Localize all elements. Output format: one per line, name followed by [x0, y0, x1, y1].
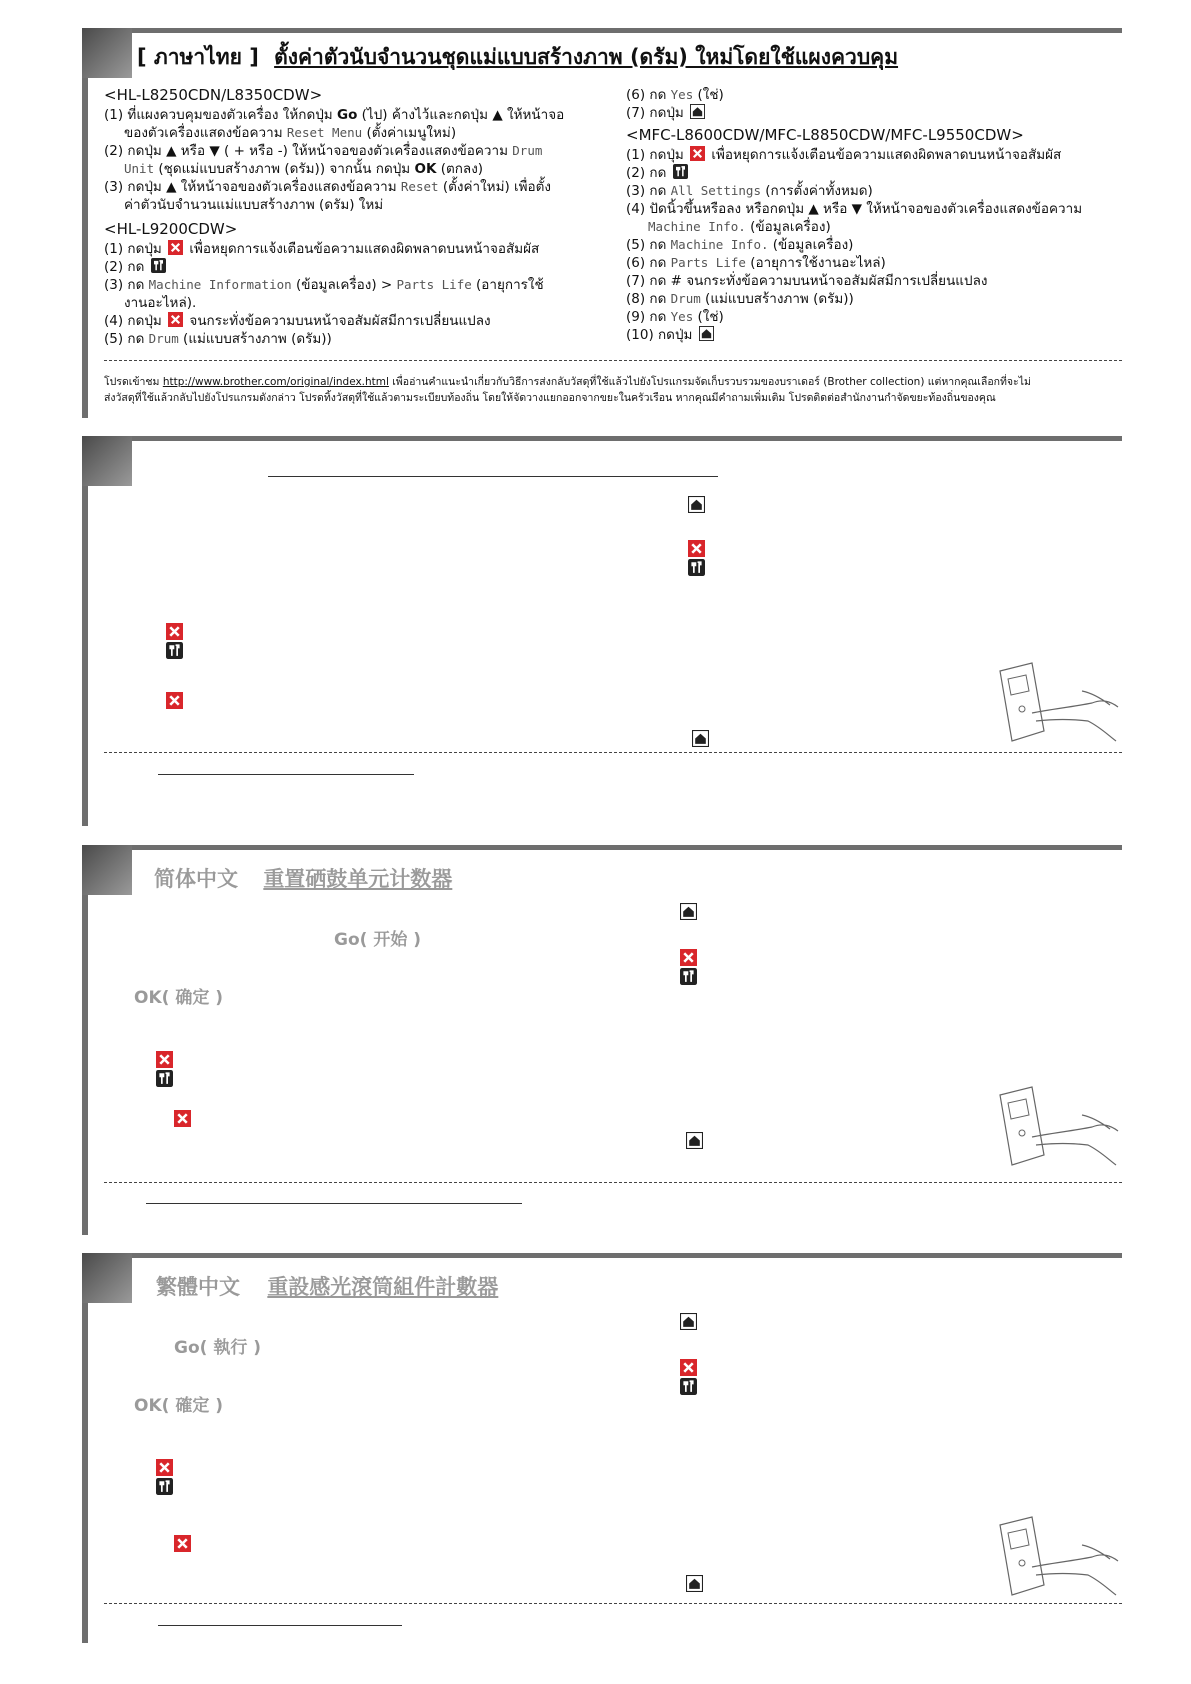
touchscreen-hand-illustration: [992, 661, 1122, 746]
x-stop-icon: [168, 312, 183, 327]
section-heading: [137, 41, 898, 74]
touchscreen-hand-illustration: [992, 1515, 1122, 1600]
model-heading: <HL-L8250CDN/L8350CDW>: [104, 86, 323, 104]
home-icon: [680, 903, 697, 920]
home-icon: [692, 730, 709, 747]
section-left-bar: [82, 845, 88, 1235]
link-underline: [158, 774, 414, 775]
step-line: (9) กด Yes (ใช่): [626, 309, 724, 325]
step-line: (7) กดปุ่ม: [626, 104, 707, 122]
x-stop-icon: [156, 1051, 173, 1068]
section-left-bar: [82, 28, 88, 418]
step-line: ของตัวเครื่องแสดงข้อความ Reset Menu (ตั้งค่าเมนูใหม่): [124, 125, 457, 141]
home-icon: [686, 1132, 703, 1149]
link-underline: [158, 1625, 402, 1626]
step-line: ค่าตัวนับจำนวนแม่แบบสร้างภาพ (ดรัม) ใหม่: [124, 197, 384, 213]
section-top-bar: [82, 28, 1122, 33]
section-thai: [82, 28, 1122, 418]
tools-icon: [156, 1070, 173, 1087]
step-line: งานอะไหล่).: [124, 295, 197, 311]
step-line: (7) กด # จนกระทั่งข้อความบนหน้าจอสัมผัสมีการเปลี่ยนแปลง: [626, 273, 988, 289]
step-line: (8) กด Drum (แม่แบบสร้างภาพ (ดรัม)): [626, 291, 854, 307]
brother-recycling-link[interactable]: http://www.brother.com/original/index.html: [162, 376, 389, 388]
section-tab: [82, 845, 132, 895]
page-title: ตั้งค่าตัวนับจำนวนชุดแม่แบบสร้างภาพ (ดรัม) ใหม่โดยใช้แผงควบคุม: [274, 45, 899, 69]
touchscreen-hand-illustration: [992, 1085, 1122, 1170]
x-stop-icon: [680, 949, 697, 966]
section-top-bar: [82, 436, 1122, 441]
step-line: (10) กดปุ่ม: [626, 326, 716, 344]
x-stop-icon: [156, 1459, 173, 1476]
step-line: (5) กด Machine Info. (ข้อมูลเครื่อง): [626, 237, 854, 253]
x-stop-icon: [166, 623, 183, 640]
section-heading: [154, 863, 452, 893]
tools-icon: [156, 1478, 173, 1495]
divider: [104, 752, 1122, 753]
step-line: (3) กดปุ่ม ▲ ให้หน้าจอของตัวเครื่องแสดงข้อความ Reset (ตั้งค่าใหม่) เพื่อตั้ง: [104, 179, 552, 195]
section-top-bar: [82, 845, 1122, 850]
divider: [104, 1182, 1122, 1183]
ok-button-label: OK( 确定 ): [134, 988, 224, 1008]
step-line: (1) ที่แผงควบคุมของตัวเครื่อง ให้กดปุ่ม Go (ไป) ค้างไว้และกดปุ่ม ▲ ให้หน้าจอ: [104, 107, 565, 123]
step-line: (3) กด Machine Information (ข้อมูลเครื่อง) > Parts Life (อายุการใช้: [104, 277, 544, 293]
x-stop-icon: [680, 1359, 697, 1376]
page-title: 重置硒鼓单元计数器: [263, 867, 453, 891]
ok-button-label: OK( 確定 ): [134, 1396, 224, 1416]
section-tab: [82, 436, 132, 486]
tools-icon: [688, 559, 705, 576]
title-underline: [268, 476, 718, 477]
step-line: (2) กดปุ่ม ▲ หรือ ▼ ( + หรือ -) ให้หน้าจอของตัวเครื่องแสดงข้อความ Drum: [104, 143, 543, 159]
model-heading: <HL-L9200CDW>: [104, 220, 238, 238]
link-underline: [146, 1203, 522, 1204]
section-simplified-chinese: [82, 845, 1122, 1235]
home-icon: [699, 326, 714, 341]
section-left-bar: [82, 436, 88, 826]
tools-icon: [166, 642, 183, 659]
step-line: Unit (ชุดแม่แบบสร้างภาพ (ดรัม)) จากนั้น กดปุ่ม OK (ตกลง): [124, 161, 484, 177]
step-line: Machine Info. (ข้อมูลเครื่อง): [648, 219, 831, 235]
section-blank: [82, 436, 1122, 826]
step-line: (4) ปัดนิ้วขึ้นหรือลง หรือกดปุ่ม ▲ หรือ ▼ ให้หน้าจอของตัวเครื่องแสดงข้อความ: [626, 201, 1083, 217]
step-line: (2) กด: [104, 258, 168, 276]
step-line: (6) กด Parts Life (อายุการใช้งานอะไหล่): [626, 255, 886, 271]
section-top-bar: [82, 1253, 1122, 1258]
x-stop-icon: [168, 240, 183, 255]
x-stop-icon: [688, 540, 705, 557]
home-icon: [690, 104, 705, 119]
divider: [104, 360, 1122, 361]
x-stop-icon: [174, 1110, 191, 1127]
tools-icon: [673, 164, 688, 179]
go-button-label: Go( 开始 ): [334, 930, 422, 950]
x-stop-icon: [174, 1535, 191, 1552]
model-heading: <MFC-L8600CDW/MFC-L8850CDW/MFC-L9550CDW>: [626, 126, 1024, 144]
tools-icon: [151, 258, 166, 273]
x-stop-icon: [690, 146, 705, 161]
go-button-label: Go( 執行 ): [174, 1338, 262, 1358]
section-heading: [156, 1271, 498, 1301]
tools-icon: [680, 968, 697, 985]
step-line: (1) กดปุ่ม เพื่อหยุดการแจ้งเตือนข้อความแสดงผิดพลาดบนหน้าจอสัมผัส: [626, 147, 1062, 163]
recycling-note-line2: ส่งวัสดุที่ใช้แล้วกลับไปยังโปรแกรมดังกล่าว โปรดทิ้งวัสดุที่ใช้แล้วตามระเบียบท้องถิ่น โดยให้จัดวางแยกออกจากขยะในครัวเรือน หากคุณมีคำถามเพิ่มเติม โปรดติดต่อสำนักงานกำจัดขยะท้องถิ่นของคุณ: [104, 392, 996, 404]
step-line: (6) กด Yes (ใช่): [626, 87, 724, 103]
step-line: (3) กด All Settings (การตั้งค่าทั้งหมด): [626, 183, 873, 199]
step-line: (1) กดปุ่ม เพื่อหยุดการแจ้งเตือนข้อความแสดงผิดพลาดบนหน้าจอสัมผัส: [104, 241, 540, 257]
section-tab: [82, 28, 132, 78]
step-line: (4) กดปุ่ม จนกระทั่งข้อความบนหน้าจอสัมผัสมีการเปลี่ยนแปลง: [104, 313, 491, 329]
divider: [104, 1603, 1122, 1604]
section-traditional-chinese: [82, 1253, 1122, 1643]
language-label: 简体中文: [154, 867, 238, 891]
step-line: (5) กด Drum (แม่แบบสร้างภาพ (ดรัม)): [104, 331, 332, 347]
home-icon: [688, 496, 705, 513]
language-label: 繁體中文: [156, 1275, 240, 1299]
section-left-bar: [82, 1253, 88, 1643]
home-icon: [686, 1575, 703, 1592]
home-icon: [680, 1313, 697, 1330]
page-title: 重設感光滾筒組件計數器: [267, 1275, 499, 1299]
step-line: (2) กด: [626, 164, 690, 182]
recycling-note: โปรดเข้าชม http://www.brother.com/original/index.html เพื่ออ่านคำแนะนำเกี่ยวกับวิธีการส่งกลับวัสดุที่ใช้แล้วไปยังโปรแกรมจัดเก็บรวบรวมของบราเดอร์ (Brother collection) แต่หากคุณเลือกที่จะไม่: [104, 376, 1031, 388]
section-tab: [82, 1253, 132, 1303]
tools-icon: [680, 1378, 697, 1395]
language-label: [ ภาษาไทย ]: [137, 45, 259, 69]
x-stop-icon: [166, 692, 183, 709]
